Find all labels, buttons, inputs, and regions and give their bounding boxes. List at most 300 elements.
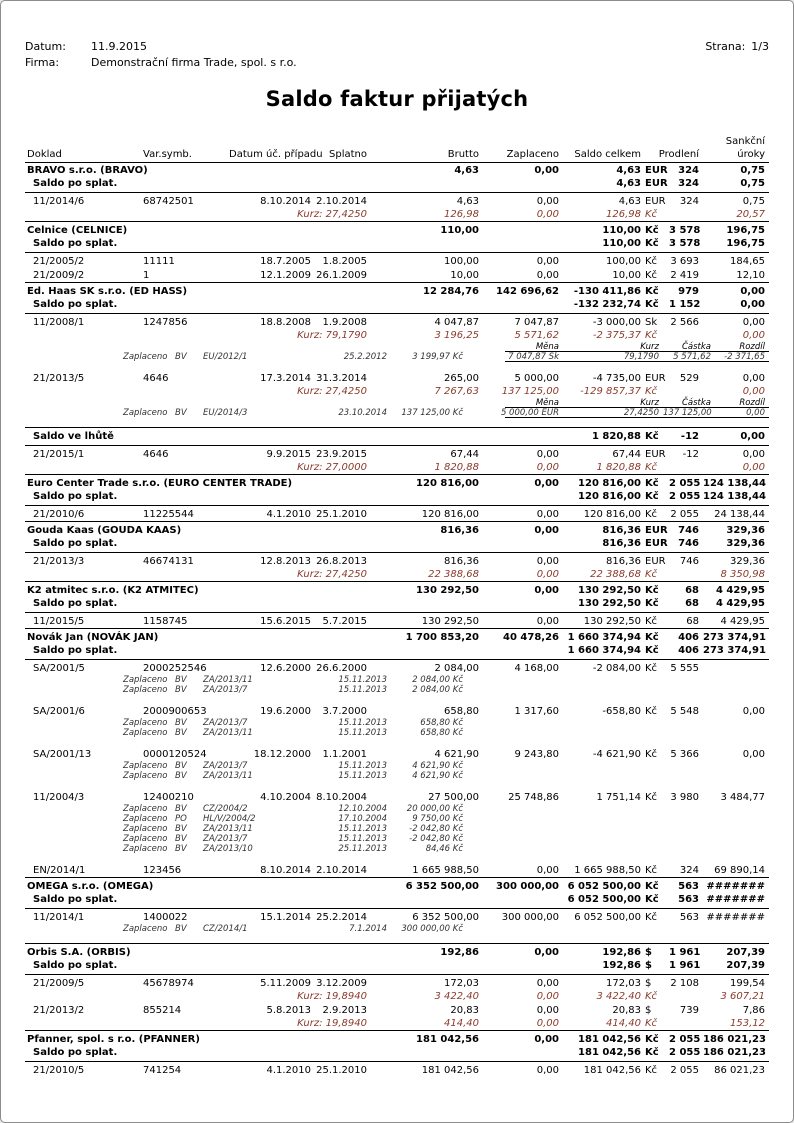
cell: 3 422,40 (434, 991, 479, 1002)
cell: 4646 (143, 373, 169, 384)
cell: 300 000,00 (496, 881, 559, 892)
cell: 137 125,00 (501, 386, 559, 397)
cell: 181 042,56 (578, 1034, 641, 1045)
cell: Kč (645, 632, 659, 643)
row-inv (25, 371, 769, 385)
cell: 746 (679, 556, 699, 567)
cell: Kč (645, 431, 659, 442)
cell: 4,63 (456, 196, 479, 207)
cell: ####### (706, 881, 765, 892)
cell: 4,63 (616, 178, 641, 189)
cell: 0,00 (740, 286, 765, 297)
row-sub (25, 644, 769, 660)
report-meta (1, 1, 793, 71)
cell: 25.2.2012 (343, 352, 387, 362)
cell: Kč (645, 585, 659, 596)
cell: -2 042,80 Kč (409, 824, 463, 834)
cell: 4.1.2010 (266, 509, 311, 520)
cell: BV (175, 824, 187, 834)
cell: 0,00 (742, 373, 765, 384)
cell: 1400022 (143, 912, 188, 923)
row-gap (25, 418, 769, 427)
row-sub (25, 1046, 769, 1062)
cell: 11111 (143, 256, 175, 267)
cell: Kč (645, 256, 658, 267)
cell: 816,36 (444, 556, 479, 567)
cell: 7 267,63 (434, 386, 479, 397)
cell: 10,00 (612, 270, 641, 281)
cell: 4 429,95 (720, 616, 765, 627)
cell: 5 366 (670, 749, 699, 760)
row-sub (25, 427, 769, 446)
cell: Zaplaceno (123, 834, 168, 844)
cell: 9.9.2015 (266, 449, 311, 460)
cell: 192,86 (602, 960, 641, 971)
cell: 22 388,68 (428, 569, 479, 580)
cell: Kč (645, 238, 659, 249)
cell: Saldo po splat. (33, 1047, 118, 1058)
cell: 5.8.2013 (266, 1005, 311, 1016)
cell: Kč (645, 865, 658, 876)
cell: HL/V/2004/2 (203, 814, 256, 824)
row-gap (25, 695, 769, 704)
cell: 1 961 (669, 960, 701, 971)
cell: 11/2015/5 (33, 616, 85, 627)
cell: 5.7.2015 (322, 616, 367, 627)
cell: 181 042,56 (578, 1047, 641, 1058)
cell: 18.8.2008 (260, 317, 311, 328)
cell: 15.11.2013 (338, 824, 387, 834)
row-pay (25, 675, 769, 685)
cell: 26.8.2013 (316, 556, 367, 567)
cell: 25.2.2014 (316, 912, 367, 923)
row-inv (25, 1063, 769, 1077)
cell: 7.1.2014 (349, 924, 387, 934)
cell: 68 (685, 585, 699, 596)
cell: 324 (679, 865, 699, 876)
cell: 15.1.2014 (260, 912, 311, 923)
cell: EUR (645, 165, 668, 176)
cell: 1 665 988,50 (412, 865, 479, 876)
cell: 324 (678, 178, 699, 189)
cell: 816,36 (606, 556, 641, 567)
cell: 746 (678, 525, 699, 536)
cell: 31.3.2014 (316, 373, 367, 384)
cell: -12 (680, 431, 699, 442)
cell: 1 700 853,20 (405, 632, 479, 643)
cell: 45678974 (143, 978, 194, 989)
cell: EU/2014/3 (203, 408, 248, 418)
cell: EUR (645, 449, 666, 460)
cell: 4 429,95 (715, 585, 765, 596)
cell: 12.8.2013 (260, 556, 311, 567)
cell: Kurz (640, 342, 659, 352)
cell: Sk (645, 317, 658, 328)
cell: 6 352 500,00 (412, 912, 479, 923)
cell: 2.10.2014 (316, 865, 367, 876)
row-kurz (25, 461, 769, 474)
cell: BV (175, 761, 187, 771)
cell: 186 021,23 (703, 1034, 766, 1045)
cell: Zaplaceno (123, 718, 168, 728)
row-gap (25, 362, 769, 371)
cell: 0,00 (536, 256, 559, 267)
cell: $ (645, 978, 652, 989)
cell: 0,00 (536, 556, 559, 567)
cell: Kč (645, 299, 659, 310)
cell: 196,75 (726, 225, 765, 236)
row-inv (25, 747, 769, 761)
cell: 123456 (143, 865, 182, 876)
cell: 120 816,00 (578, 478, 641, 489)
cell: 126,98 (444, 209, 479, 220)
cell: 130 292,50 (421, 616, 479, 627)
cell: 9 243,80 (514, 749, 559, 760)
cell: BV (175, 771, 187, 781)
cell: Rozdíl (739, 398, 765, 408)
cell: 2 055 (669, 491, 701, 502)
cell: Kč (645, 1018, 658, 1029)
cell: Měna (535, 342, 559, 352)
row-kurz (25, 990, 769, 1003)
cell: Splatno (329, 149, 367, 160)
page-number (705, 39, 769, 55)
row-pay (25, 924, 769, 934)
row-sub (25, 537, 769, 553)
cell: 15.11.2013 (338, 834, 387, 844)
cell: 15.11.2013 (338, 771, 387, 781)
cell: 172,03 (444, 978, 479, 989)
cell: 1 961 (669, 947, 701, 958)
cell: Kurz: 27,4250 (297, 569, 367, 580)
cell: 2000900653 (143, 706, 207, 717)
cell: Zaplaceno (123, 728, 168, 738)
cell: 0,00 (746, 408, 765, 418)
cell: Kč (645, 509, 658, 520)
row-pay (25, 408, 769, 418)
cell: 21/2010/5 (33, 1065, 85, 1076)
cell: 0,00 (536, 978, 559, 989)
cell: Kurz: 27,0000 (297, 462, 367, 473)
cell: 0,00 (742, 706, 765, 717)
cell: Zaplaceno (506, 149, 559, 160)
cell: BV (175, 844, 187, 854)
cell: 130 292,50 (583, 616, 641, 627)
cell: 2 055 (669, 478, 701, 489)
cell: 406 (678, 645, 699, 656)
cell: 3 693 (670, 256, 699, 267)
cell: 0,00 (740, 299, 765, 310)
cell: Zaplaceno (123, 685, 168, 695)
row-inv (25, 554, 769, 568)
cell: Kurz: 27,4250 (297, 209, 367, 220)
row-gap (25, 934, 769, 943)
cell: 563 (678, 894, 699, 905)
row-sub (25, 490, 769, 506)
cell: 5 555 (670, 663, 699, 674)
cell: -129 857,37 (580, 386, 641, 397)
cell: 7,86 (742, 1005, 765, 1016)
cell: BV (175, 408, 187, 418)
cell: Sankční (725, 136, 765, 147)
cell: Gouda Kaas (GOUDA KAAS) (27, 525, 182, 536)
cell: 2 108 (670, 978, 699, 989)
cell: 2 055 (670, 1065, 699, 1076)
row-pay (25, 824, 769, 834)
cell: 0,00 (536, 270, 559, 281)
strana-value: 1/3 (751, 40, 769, 53)
cell: 12.1.2009 (260, 270, 311, 281)
cell: 67,44 (612, 449, 641, 460)
cell: Kč (645, 286, 659, 297)
cell: 0,00 (536, 569, 559, 580)
cell: Zaplaceno (123, 352, 168, 362)
cell: EUR (645, 525, 668, 536)
cell: 46674131 (143, 556, 194, 567)
cell: 4.1.2010 (266, 1065, 311, 1076)
cell: 300 000,00 Kč (401, 924, 463, 934)
cell: 0,00 (536, 449, 559, 460)
cell: 0,00 (534, 947, 559, 958)
cell: 2 055 (669, 1034, 701, 1045)
cell: 414,40 (444, 1018, 479, 1029)
meta-row-firma (25, 55, 769, 71)
cell: 110,00 (602, 225, 641, 236)
cell: 406 (678, 632, 699, 643)
cell: 23.10.2014 (338, 408, 387, 418)
cell: Kč (645, 386, 658, 397)
cell: ####### (706, 912, 765, 923)
cell: Pfanner, spol. s r.o. (PFANNER) (27, 1034, 200, 1045)
cell: 15.6.2015 (260, 616, 311, 627)
cell: BRAVO s.r.o. (BRAVO) (27, 165, 148, 176)
cell: Celnice (CELNICE) (27, 225, 128, 236)
cell: EUR (645, 538, 668, 549)
cell: Kč (645, 991, 658, 1002)
cell: Var.symb. (143, 149, 192, 160)
cell: ZA/2013/11 (203, 728, 253, 738)
cell: Saldo po splat. (33, 645, 118, 656)
cell: 19.6.2000 (260, 706, 311, 717)
cell: 739 (679, 1005, 699, 1016)
cell: 40 478,26 (503, 632, 559, 643)
cell: 11/2008/1 (33, 317, 85, 328)
cell: ZA/2013/11 (203, 675, 253, 685)
cell: 110,00 (440, 225, 479, 236)
cell: 0,00 (536, 1018, 559, 1029)
cell: 9 750,00 Kč (412, 814, 463, 824)
row-grp (25, 628, 769, 644)
cell: 124 138,44 (703, 491, 766, 502)
cell: 8.10.2014 (260, 865, 311, 876)
cell: -4 621,90 (592, 749, 641, 760)
cell: BV (175, 718, 187, 728)
cell: 5 571,62 (514, 330, 559, 341)
row-pay (25, 804, 769, 814)
cell: 1.8.2005 (322, 256, 367, 267)
cell: 1.1.2001 (322, 749, 367, 760)
cell: 2 084,00 Kč (412, 685, 463, 695)
cell: 184,65 (730, 256, 765, 267)
cell: Kč (645, 330, 658, 341)
cell: 153,12 (730, 1018, 765, 1029)
cell: 0,00 (536, 509, 559, 520)
cell: Částka (681, 398, 711, 408)
cell: -2 371,65 (724, 352, 765, 362)
cell: 0,00 (534, 585, 559, 596)
cell: 186 021,23 (703, 1047, 766, 1058)
cell: 124 138,44 (703, 478, 766, 489)
cell: 1 751,14 (596, 792, 641, 803)
cell: Kč (645, 598, 659, 609)
cell: 0,00 (742, 330, 765, 341)
cell: 324 (679, 196, 699, 207)
cell: ZA/2013/7 (203, 761, 248, 771)
cell: Kč (645, 663, 658, 674)
cell: 11/2014/1 (33, 912, 85, 923)
cell: 2 566 (670, 317, 699, 328)
cell: 181 042,56 (421, 1065, 479, 1076)
cell: 0,00 (534, 165, 559, 176)
cell: 2 055 (669, 1047, 701, 1058)
cell: 27 500,00 (428, 792, 479, 803)
cell: 1 820,88 (596, 462, 641, 473)
cell: Orbis S.A. (ORBIS) (27, 947, 131, 958)
cell: 1158745 (143, 616, 188, 627)
report-title: Saldo faktur přijatých (265, 87, 529, 111)
row-mkcr (25, 398, 769, 408)
cell: 529 (679, 373, 699, 384)
cell: Kč (645, 749, 658, 760)
cell: 0,00 (742, 449, 765, 460)
cell: Kč (645, 792, 658, 803)
cell: Saldo celkem (574, 149, 641, 160)
cell: -130 411,86 (573, 286, 641, 297)
cell: úroky (737, 149, 765, 160)
row-sub (25, 959, 769, 975)
cell: BV (175, 728, 187, 738)
cell: Kč (645, 894, 659, 905)
cell: 658,80 (444, 706, 479, 717)
cell: 4.10.2004 (260, 792, 311, 803)
cell: -2 042,80 Kč (409, 834, 463, 844)
cell: 20,83 (612, 1005, 641, 1016)
cell: 265,00 (444, 373, 479, 384)
cell: 4,63 (454, 165, 479, 176)
row-grp (25, 877, 769, 893)
cell: 11/2004/3 (33, 792, 85, 803)
report-table (1, 135, 793, 1077)
cell: 12,10 (736, 270, 765, 281)
cell: Saldo po splat. (33, 238, 118, 249)
cell: ZA/2013/11 (203, 824, 253, 834)
cell: 199,54 (730, 978, 765, 989)
cell: Kč (645, 209, 658, 220)
cell: 741254 (143, 1065, 182, 1076)
cell: 816,36 (602, 525, 641, 536)
cell: 15.11.2013 (338, 728, 387, 738)
cell: 15.11.2013 (338, 685, 387, 695)
cell: 0,00 (536, 462, 559, 473)
row-pay (25, 844, 769, 854)
cell: 0,00 (534, 478, 559, 489)
cell: 746 (678, 538, 699, 549)
cell: 0000120524 (143, 749, 207, 760)
cell: Kč (645, 569, 658, 580)
cell: 1 152 (669, 299, 701, 310)
cell: Kč (645, 1034, 659, 1045)
cell: 0,00 (536, 196, 559, 207)
cell: Saldo po splat. (33, 598, 118, 609)
cell: 26.1.2009 (316, 270, 367, 281)
cell: BV (175, 804, 187, 814)
cell: Kurz (640, 398, 659, 408)
cell: 1 820,88 (591, 431, 641, 442)
cell: 3 199,97 Kč (412, 352, 463, 362)
cell: 3 578 (669, 225, 701, 236)
row-pay (25, 685, 769, 695)
cell: 12 284,76 (423, 286, 479, 297)
cell: Kč (645, 478, 659, 489)
cell: EUR (645, 196, 666, 207)
cell: 3 607,21 (720, 991, 765, 1002)
cell: 1 660 374,94 (567, 645, 641, 656)
cell: -2 084,00 (592, 663, 641, 674)
cell: Ed. Haas SK s.r.o. (ED HASS) (27, 286, 188, 297)
cell: 1247856 (143, 317, 188, 328)
cell: -4 735,00 (592, 373, 641, 384)
cell: 12400210 (143, 792, 194, 803)
cell: Kč (645, 225, 659, 236)
cell: Kurz: 27,4250 (297, 386, 367, 397)
cell: 2000252546 (143, 663, 207, 674)
cell: Kč (645, 706, 658, 717)
cell: 3 484,77 (720, 792, 765, 803)
cell: 0,75 (742, 196, 765, 207)
row-pay (25, 352, 769, 362)
cell: BV (175, 685, 187, 695)
cell: 11225544 (143, 509, 194, 520)
cell: 21/2010/6 (33, 509, 85, 520)
cell: 329,36 (726, 525, 765, 536)
cell: 2.9.2013 (322, 1005, 367, 1016)
cell: 855214 (143, 1005, 182, 1016)
cell: 142 696,62 (496, 286, 559, 297)
row-hdr (25, 148, 769, 161)
cell: ZA/2013/7 (203, 718, 248, 728)
cell: 68 (685, 598, 699, 609)
cell: 329,36 (730, 556, 765, 567)
cell: 5 548 (670, 706, 699, 717)
cell: 2 055 (670, 509, 699, 520)
row-grp (25, 521, 769, 537)
row-hdr (25, 135, 769, 148)
cell: -132 232,74 (573, 299, 641, 310)
cell: 6 052 500,00 (567, 881, 641, 892)
cell: Saldo ve lhůtě (33, 431, 114, 442)
row-kurz (25, 208, 769, 221)
report-rows (25, 163, 769, 1077)
cell: 137 125,00 (663, 408, 712, 418)
cell: 6 052 500,00 (567, 894, 641, 905)
cell: 10,00 (450, 270, 479, 281)
cell: 300 000,00 (501, 912, 559, 923)
cell: -3 000,00 (592, 317, 641, 328)
cell: 68742501 (143, 196, 194, 207)
cell: Rozdíl (739, 342, 765, 352)
cell: 11/2014/6 (33, 196, 85, 207)
cell: 1 665 988,50 (574, 865, 641, 876)
